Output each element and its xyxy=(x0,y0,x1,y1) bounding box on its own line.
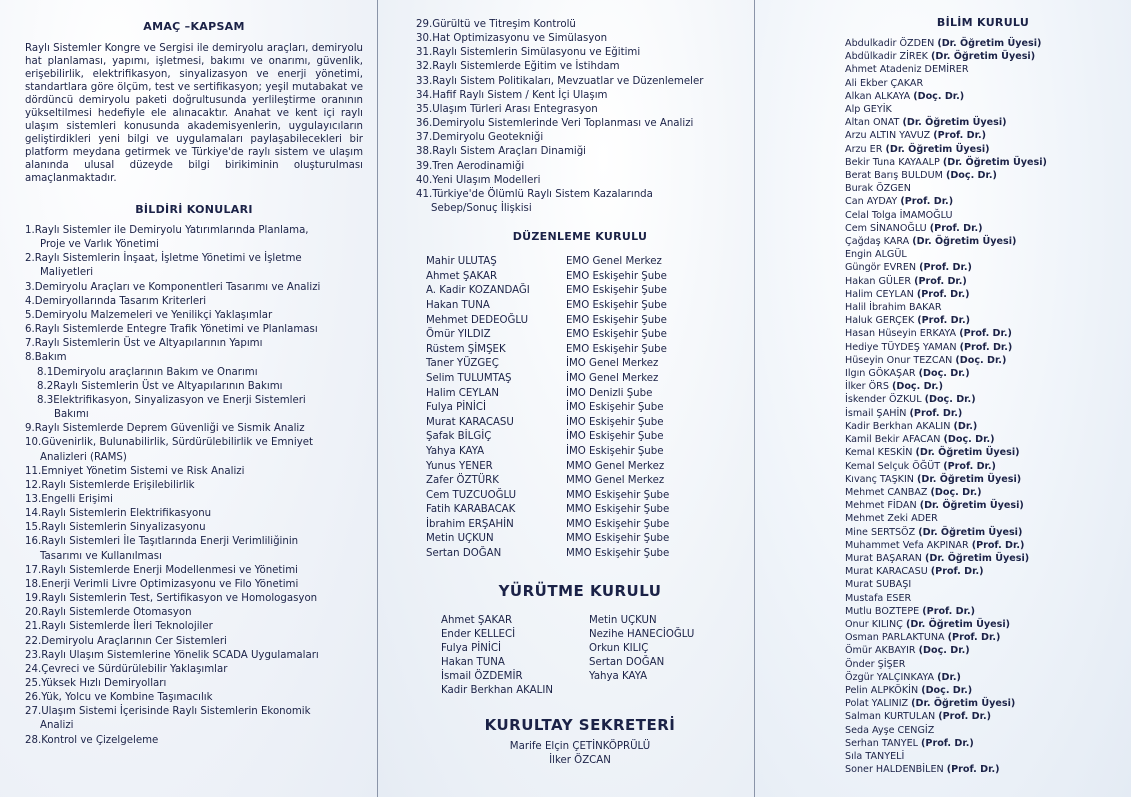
yurutme-title: YÜRÜTME KURULU xyxy=(498,581,662,600)
bilim-member xyxy=(845,578,1121,591)
yurutme-list xyxy=(416,614,744,698)
member-name: Sertan DOĞAN xyxy=(426,548,502,560)
bilim-member xyxy=(845,209,1121,222)
bilim-member xyxy=(845,327,1121,340)
bilim-member xyxy=(845,235,1121,248)
topic-item: 15.Raylı Sistemlerin Sinyalizasyonu xyxy=(25,522,206,534)
member-name: Ender KELLECİ xyxy=(441,628,516,640)
member-org: MMO Genel Merkez xyxy=(566,460,665,472)
member-name: Hasan Hüseyin ERKAYA xyxy=(845,328,957,340)
member-name: Selim TULUMTAŞ xyxy=(426,372,512,384)
member-title: (Prof. Dr.) xyxy=(959,328,1012,340)
member-org: İMO Eskişehir Şube xyxy=(566,402,664,414)
member-name: Ali Ekber ÇAKAR xyxy=(845,77,924,89)
topic-item: 8.3Elektrifikasyon, Sinyalizasyon ve Enerji Sistemleri xyxy=(37,394,306,406)
topic-item: 22.Demiryolu Araçlarının Cer Sistemleri xyxy=(25,635,227,647)
topic-item: 7.Raylı Sistemlerin Üst ve Altyapılarının Yapımı xyxy=(25,338,263,350)
sekreter-title: KURULTAY SEKRETERİ xyxy=(484,715,676,734)
member-name: Yahya KAYA xyxy=(426,445,485,457)
member-name: Önder ŞİŞER xyxy=(845,658,906,670)
member-name: Kıvanç TAŞKIN xyxy=(845,473,914,485)
member-title: (Prof. Dr.) xyxy=(933,130,987,142)
member-org: EMO Eskişehir Şube xyxy=(566,299,667,311)
member-title: (Doç. Dr.) xyxy=(924,394,976,406)
bilim-member xyxy=(845,367,1121,380)
member-name: Murat KARACASU xyxy=(426,416,514,428)
member-name: A. Kadir KOZANDAĞI xyxy=(426,285,530,297)
member-title: (Prof. Dr.) xyxy=(971,539,1025,551)
member-name: Hakan TUNA xyxy=(426,299,490,311)
bilim-member xyxy=(845,605,1121,618)
member-title: (Prof. Dr.) xyxy=(930,566,984,578)
member-name: Mehmet DEDEOĞLU xyxy=(426,314,529,326)
member-org: EMO Eskişehir Şube xyxy=(566,285,667,297)
topic-item: 1.Raylı Sistemler ile Demiryolu Yatırımlarında Planlama, xyxy=(25,225,309,236)
topic-item: 23.Raylı Ulaşım Sistemlerine Yönelik SCADA Uygulamaları xyxy=(25,649,319,661)
bilim-member xyxy=(845,182,1121,195)
topic-item: Analizleri (RAMS) xyxy=(40,451,127,463)
topic-item: 37.Demiryolu Geotekniği xyxy=(416,132,544,144)
member-title: (Doç. Dr.) xyxy=(930,486,982,498)
member-org: EMO Eskişehir Şube xyxy=(566,314,667,326)
bilim-member xyxy=(845,37,1121,50)
bilim-member xyxy=(845,552,1121,565)
member-name: Ahmet ŞAKAR xyxy=(441,614,513,626)
bilim-member xyxy=(845,393,1121,406)
bilim-member xyxy=(845,275,1121,288)
member-name: Mehmet FİDAN xyxy=(845,500,917,512)
member-title: (Prof. Dr.) xyxy=(943,460,996,472)
sekreter-list xyxy=(416,740,744,768)
bilim-member xyxy=(845,644,1121,657)
member-name: Nezihe HANECİOĞLU xyxy=(589,628,695,640)
member-org: MMO Eskişehir Şube xyxy=(566,518,670,530)
sekreter-name: İlker ÖZCAN xyxy=(549,754,611,766)
member-org: MMO Eskişehir Şube xyxy=(566,548,670,560)
topic-item: 10.Güvenirlik, Bulunabilirlik, Sürdürülebilirlik ve Emniyet xyxy=(25,437,313,449)
member-title: (Dr. Öğretim Üyesi) xyxy=(912,236,1017,248)
bilim-member xyxy=(845,156,1121,169)
member-name: Zafer ÖZTÜRK xyxy=(426,475,499,487)
member-title: (Prof. Dr.) xyxy=(938,711,991,723)
member-name: Halil İbrahim BAKAR xyxy=(845,302,942,314)
member-org: İMO Genel Merkez xyxy=(566,358,659,370)
topic-item: 21.Raylı Sistemlerde İleri Teknolojiler xyxy=(25,621,213,633)
bilim-member xyxy=(845,724,1121,737)
bilim-member xyxy=(845,763,1121,776)
member-title: (Doç. Dr.) xyxy=(955,354,1007,366)
member-name: Hakan TUNA xyxy=(441,656,505,668)
member-name: Şafak BİLGİÇ xyxy=(426,431,492,443)
member-title: (Doç. Dr.) xyxy=(913,90,965,102)
member-name: Berat Barış BULDUM xyxy=(845,170,943,182)
bilim-member xyxy=(845,380,1121,393)
middle-panel xyxy=(378,0,754,797)
member-name: Engin ALGÜL xyxy=(845,249,907,261)
topics-list-1 xyxy=(25,224,363,748)
member-title: (Doç. Dr.) xyxy=(891,381,943,393)
member-title: (Doç. Dr.) xyxy=(943,434,995,446)
member-name: Pelin ALPKÖKİN xyxy=(845,684,919,696)
member-name xyxy=(589,684,744,698)
member-name: İskender ÖZKUL xyxy=(845,394,922,406)
member-title: (Dr. Öğretim Üyesi) xyxy=(931,51,1036,63)
bilim-member xyxy=(845,697,1121,710)
member-name: Onur KILINÇ xyxy=(845,618,903,630)
member-title: (Prof. Dr.) xyxy=(946,764,1000,776)
bilim-list xyxy=(845,37,1121,776)
topic-item: 11.Emniyet Yönetim Sistemi ve Risk Analizi xyxy=(25,465,245,477)
member-title: (Prof. Dr.) xyxy=(917,315,970,327)
bilim-member xyxy=(845,420,1121,433)
member-title: (Dr. Öğretim Üyesi) xyxy=(942,156,1047,168)
member-title: (Dr. Öğretim Üyesi) xyxy=(918,526,1023,538)
member-name: Serhan TANYEL xyxy=(845,737,918,749)
member-org: İMO Denizli Şube xyxy=(566,387,653,399)
left-panel xyxy=(0,0,377,797)
bilim-title: BİLİM KURULU xyxy=(936,16,1030,29)
topic-item: 25.Yüksek Hızlı Demiryolları xyxy=(25,678,167,689)
member-title: (Prof. Dr.) xyxy=(914,275,967,287)
topic-item: 30.Hat Optimizasyonu ve Simülasyon xyxy=(416,33,608,45)
topic-item: 39.Tren Aerodinamiği xyxy=(416,160,525,172)
member-name: Osman PARLAKTUNA xyxy=(845,632,945,644)
bilim-member xyxy=(845,446,1121,459)
bilim-member xyxy=(845,63,1121,76)
bilim-member xyxy=(845,539,1121,552)
member-title: (Dr. Öğretim Üyesi) xyxy=(905,618,1011,630)
member-title: (Dr. Öğretim Üyesi) xyxy=(919,500,1024,512)
topic-item: 17.Raylı Sistemlerde Enerji Modellenmesi ve Yönetimi xyxy=(25,564,298,576)
sekreter-name: Marife Elçin ÇETİNKÖPRÜLÜ xyxy=(509,740,651,752)
member-name: Ahmet ŞAKAR xyxy=(426,270,498,282)
topic-item: Proje ve Varlık Yönetimi xyxy=(40,239,159,251)
topic-item: 24.Çevreci ve Sürdürülebilir Yaklaşımlar xyxy=(25,663,228,675)
bilim-member xyxy=(845,301,1121,314)
member-title: (Prof. Dr.) xyxy=(947,632,1001,644)
member-title: (Dr. Öğretim Üyesi) xyxy=(915,447,1020,459)
bilim-member xyxy=(845,499,1121,512)
bilim-member xyxy=(845,737,1121,750)
member-name: Sıla TANYELİ xyxy=(845,750,905,762)
member-name: Soner HALDENBİLEN xyxy=(845,764,944,776)
bilim-member xyxy=(845,486,1121,499)
member-name: Mahir ULUTAŞ xyxy=(426,256,497,268)
member-name: Fulya PİNİCİ xyxy=(441,642,501,654)
member-name: Özgür YALÇINKAYA xyxy=(845,671,935,683)
member-name: Kamil Bekir AFACAN xyxy=(845,434,941,446)
topic-item: 34.Hafif Raylı Sistem / Kent İçi Ulaşım xyxy=(416,89,608,101)
topic-item: Sebep/Sonuç İlişkisi xyxy=(431,203,532,215)
member-name: Kemal KESKİN xyxy=(845,447,913,459)
member-title: (Dr. Öğretim Üyesi) xyxy=(911,698,1016,710)
member-name: Altan ONAT xyxy=(845,117,900,129)
member-title: (Prof. Dr.) xyxy=(922,605,976,617)
bilim-member xyxy=(845,512,1121,525)
topic-item: 33.Raylı Sistem Politikaları, Mevzuatlar ve Düzenlemeler xyxy=(416,75,704,87)
bilim-member xyxy=(845,565,1121,578)
bilim-member xyxy=(845,710,1121,723)
bilim-member xyxy=(845,314,1121,327)
topic-item: 32.Raylı Sistemlerde Eğitim ve İstihdam xyxy=(416,61,620,73)
member-name: Mehmet Zeki ADER xyxy=(845,513,938,525)
member-name: Fatih KARABACAK xyxy=(426,504,516,516)
member-org: MMO Genel Merkez xyxy=(566,475,665,487)
topic-item: 35.Ulaşım Türleri Arası Entegrasyon xyxy=(416,103,598,115)
member-name: Güngör EVREN xyxy=(845,262,917,274)
member-name: Cem SİNANOĞLU xyxy=(845,222,927,234)
member-org: EMO Genel Merkez xyxy=(566,256,662,268)
member-title: (Prof. Dr.) xyxy=(909,407,963,419)
member-name: İlker ÖRS xyxy=(845,381,889,393)
right-panel xyxy=(755,0,1131,797)
member-name: Ahmet Atadeniz DEMİRER xyxy=(845,64,969,76)
member-title: (Doç. Dr.) xyxy=(921,684,973,696)
topic-item: 2.Raylı Sistemlerin İnşaat, İşletme Yönetimi ve İşletme xyxy=(25,253,302,265)
topic-item: Bakımı xyxy=(54,409,89,421)
member-name: Hüseyin Onur TEZCAN xyxy=(845,354,953,366)
duzenleme-title: DÜZENLEME KURULU xyxy=(512,230,648,244)
member-name: Kemal Selçuk ÖĞÜT xyxy=(845,460,941,472)
topic-item: 16.Raylı Sistemleri İle Taşıtlarında Enerji Verimliliğinin xyxy=(25,536,299,548)
member-name: Rüstem ŞİMŞEK xyxy=(426,343,506,355)
member-name: Alkan ALKAYA xyxy=(845,90,911,102)
amac-title: AMAÇ –KAPSAM xyxy=(143,20,245,33)
bilim-member xyxy=(845,684,1121,697)
member-org: EMO Eskişehir Şube xyxy=(566,270,667,282)
topic-item: Maliyetleri xyxy=(40,267,94,279)
member-title: (Dr.) xyxy=(953,420,978,432)
member-org: İMO Eskişehir Şube xyxy=(566,445,664,457)
member-org: EMO Eskişehir Şube xyxy=(566,329,667,341)
bilim-member xyxy=(845,248,1121,261)
member-name: Salman KURTULAN xyxy=(845,711,936,723)
member-title: (Prof. Dr.) xyxy=(921,737,974,749)
bilim-member xyxy=(845,460,1121,473)
topics-list-2 xyxy=(416,18,744,216)
bilim-member xyxy=(845,103,1121,116)
member-name: Abdulkadir ÖZDEN xyxy=(845,38,935,49)
member-name: İbrahim ERŞAHİN xyxy=(426,518,514,530)
bilim-member xyxy=(845,143,1121,156)
member-title: (Dr. Öğretim Üyesi) xyxy=(902,117,1007,129)
bilim-member xyxy=(845,618,1121,631)
member-org: İMO Eskişehir Şube xyxy=(566,416,664,428)
member-org: MMO Eskişehir Şube xyxy=(566,533,670,545)
member-name: Taner YÜZGEÇ xyxy=(426,358,499,370)
member-name: Hakan GÜLER xyxy=(845,275,912,287)
amac-text: Raylı Sistemler Kongre ve Sergisi ile demiryolu araçları, demiryolu hat planlaması, yapımı, işletmesi, bakımı ve onarımı, güvenlik, erişebilirlik, elektrifikasyon, sinyalizasyon ve enerji yönetimi, standartlara göre ölçüm, test ve sertifikasyon; yeşil mutabakat ve dördüncü demiryolu paketi doğrultusunda yerlileştirme oranının yükseltilmesi hedefiyle ele alınacaktır. Anahat ve kent içi raylı ulaşım sistemleri konusunda akademisyenlerin, uygulayıcıların geliştirdikleri yeni bilgi ve uygulamaları paylaşabilecekleri bir platform meydana getirmek ve Türkiye'de raylı sistem ve ulaşım alanında ulusal düzeyde bilgi birikiminin oluşturulması amaçlanmaktadır. xyxy=(25,43,363,184)
member-title: (Prof. Dr.) xyxy=(900,196,954,208)
bilim-member xyxy=(845,50,1121,63)
member-title: (Prof. Dr.) xyxy=(919,262,972,274)
member-org: MMO Eskişehir Şube xyxy=(566,489,670,501)
topic-item: 8.1Demiryolu araçlarının Bakım ve Onarımı xyxy=(37,366,258,378)
bilim-member xyxy=(845,526,1121,539)
topics-title: BİLDİRİ KONULARI xyxy=(135,203,253,216)
member-name: Mine SERTSÖZ xyxy=(845,526,916,538)
member-title: (Prof. Dr.) xyxy=(959,341,1013,353)
member-title: (Dr. Öğretim Üyesi) xyxy=(885,143,990,155)
topic-item: 8.2Raylı Sistemlerin Üst ve Altyapılarının Bakımı xyxy=(37,380,283,392)
bilim-member xyxy=(845,288,1121,301)
topic-item: 41.Türkiye'de Ölümlü Raylı Sistem Kazalarında xyxy=(416,188,653,200)
member-title: (Doç. Dr.) xyxy=(918,368,970,380)
member-name: Orkun KILIÇ xyxy=(589,642,649,654)
member-name: Abdülkadir ZİREK xyxy=(845,51,928,63)
member-name: Haluk GERÇEK xyxy=(845,315,915,327)
member-name: Arzu ER xyxy=(845,143,883,155)
member-name: Bekir Tuna KAYAALP xyxy=(845,156,940,168)
member-org: İMO Eskişehir Şube xyxy=(566,431,664,443)
member-name: Mutlu BOZTEPE xyxy=(845,605,920,617)
member-name: Mehmet CANBAZ xyxy=(845,486,928,498)
member-name: İsmail ÖZDEMİR xyxy=(441,670,523,682)
member-name: Halim CEYLAN xyxy=(426,387,499,399)
member-org: İMO Genel Merkez xyxy=(566,372,659,384)
member-name: Metin UÇKUN xyxy=(426,533,494,545)
member-name: Murat BAŞARAN xyxy=(845,552,922,564)
bilim-member xyxy=(845,433,1121,446)
member-name: Metin UÇKUN xyxy=(589,614,657,626)
topic-item: 6.Raylı Sistemlerde Entegre Trafik Yönetimi ve Planlaması xyxy=(25,324,318,336)
member-title: (Dr. Öğretim Üyesi) xyxy=(937,38,1042,49)
bilim-member xyxy=(845,354,1121,367)
member-name: Ömür YILDIZ xyxy=(426,329,491,341)
bilim-member xyxy=(845,473,1121,486)
topic-item: 29.Gürültü ve Titreşim Kontrolü xyxy=(416,19,576,30)
bilim-member xyxy=(845,261,1121,274)
member-title: (Doç. Dr.) xyxy=(945,170,997,182)
bilim-member xyxy=(845,671,1121,684)
bilim-member xyxy=(845,631,1121,644)
bilim-member xyxy=(845,116,1121,129)
member-name: Kadir Berkhan AKALIN xyxy=(441,684,553,696)
duzenleme-list xyxy=(416,255,744,561)
member-name: Murat SUBAŞI xyxy=(845,579,912,591)
topic-item: Tasarımı ve Kullanılması xyxy=(40,550,162,562)
topic-item: 20.Raylı Sistemlerde Otomasyon xyxy=(25,607,192,619)
bilim-member xyxy=(845,407,1121,420)
topic-item: 19.Raylı Sistemlerin Test, Sertifikasyon ve Homologasyon xyxy=(25,593,318,605)
member-name: Çağdaş KARA xyxy=(845,236,910,248)
bilim-member xyxy=(845,222,1121,235)
member-title: (Dr.) xyxy=(937,671,961,683)
member-name: Yunus YENER xyxy=(426,460,493,472)
member-name: Seda Ayşe CENGİZ xyxy=(845,724,935,736)
topic-item: 38.Raylı Sistem Araçları Dinamiği xyxy=(416,146,587,158)
member-name: Muhammet Vefa AKPINAR xyxy=(845,539,969,551)
topic-item: Analizi xyxy=(40,720,74,732)
bilim-member xyxy=(845,77,1121,90)
topic-item: 3.Demiryolu Araçları ve Komponentleri Tasarımı ve Analizi xyxy=(25,281,321,293)
topic-item: 4.Demiryollarında Tasarım Kriterleri xyxy=(25,295,207,307)
member-title: (Doç. Dr.) xyxy=(918,645,970,657)
member-org: EMO Eskişehir Şube xyxy=(566,343,667,355)
bilim-member xyxy=(845,195,1121,208)
member-name: Cem TUZCUOĞLU xyxy=(426,489,517,501)
member-title: (Prof. Dr.) xyxy=(916,288,970,300)
topic-item: 36.Demiryolu Sistemlerinde Veri Toplanması ve Analizi xyxy=(416,118,694,130)
member-title: (Prof. Dr.) xyxy=(929,222,983,234)
topic-item: 28.Kontrol ve Çizelgeleme xyxy=(25,734,159,746)
member-name: Alp GEYİK xyxy=(845,104,892,116)
topic-item: 40.Yeni Ulaşım Modelleri xyxy=(416,174,541,186)
topic-item: 9.Raylı Sistemlerde Deprem Güvenliği ve Sismik Analiz xyxy=(25,423,305,435)
member-name: Kadir Berkhan AKALIN xyxy=(845,420,951,432)
topic-item: 12.Raylı Sistemlerde Erişilebilirlik xyxy=(25,479,195,491)
bilim-member xyxy=(845,750,1121,763)
bilim-member xyxy=(845,169,1121,182)
member-name: Ömür AKBAYIR xyxy=(845,645,916,657)
member-title: (Dr. Öğretim Üyesi) xyxy=(917,473,1022,485)
member-name: Hediye TÜYDEŞ YAMAN xyxy=(845,341,957,353)
topic-item: 18.Enerji Verimli Livre Optimizasyonu ve Filo Yönetimi xyxy=(25,578,299,590)
member-name: Fulya PİNİCİ xyxy=(426,402,486,414)
bilim-member xyxy=(845,341,1121,354)
member-name: Arzu ALTIN YAVUZ xyxy=(845,130,931,142)
member-name: Burak ÖZGEN xyxy=(845,183,911,195)
member-name: İsmail ŞAHİN xyxy=(845,407,907,419)
member-title: (Dr. Öğretim Üyesi) xyxy=(925,552,1030,564)
topic-item: 8.Bakım xyxy=(25,352,67,364)
member-name: Celal Tolga İMAMOĞLU xyxy=(845,209,953,221)
bilim-member xyxy=(845,129,1121,142)
bilim-member xyxy=(845,658,1121,671)
topic-item: 13.Engelli Erişimi xyxy=(25,493,113,505)
member-name: Polat YALINIZ xyxy=(845,698,909,710)
member-name: Sertan DOĞAN xyxy=(589,656,665,668)
member-name: Ilgın GÖKAŞAR xyxy=(845,368,916,380)
member-name: Halim CEYLAN xyxy=(845,288,914,300)
member-name: Yahya KAYA xyxy=(589,670,648,682)
topic-item: 5.Demiryolu Malzemeleri ve Yenilikçi Yaklaşımlar xyxy=(25,309,273,321)
topic-item: 31.Raylı Sistemlerin Simülasyonu ve Eğitimi xyxy=(416,47,641,59)
topic-item: 26.Yük, Yolcu ve Kombine Taşımacılık xyxy=(25,692,213,704)
topic-item: 27.Ulaşım Sistemi İçerisinde Raylı Sistemlerin Ekonomik xyxy=(25,706,311,718)
member-name: Can AYDAY xyxy=(845,196,898,208)
member-name: Mustafa ESER xyxy=(845,592,912,604)
bilim-member xyxy=(845,592,1121,605)
bilim-member xyxy=(845,90,1121,103)
member-name: Murat KARACASU xyxy=(845,566,928,578)
member-org: MMO Eskişehir Şube xyxy=(566,504,670,516)
topic-item: 14.Raylı Sistemlerin Elektrifikasyonu xyxy=(25,508,212,520)
